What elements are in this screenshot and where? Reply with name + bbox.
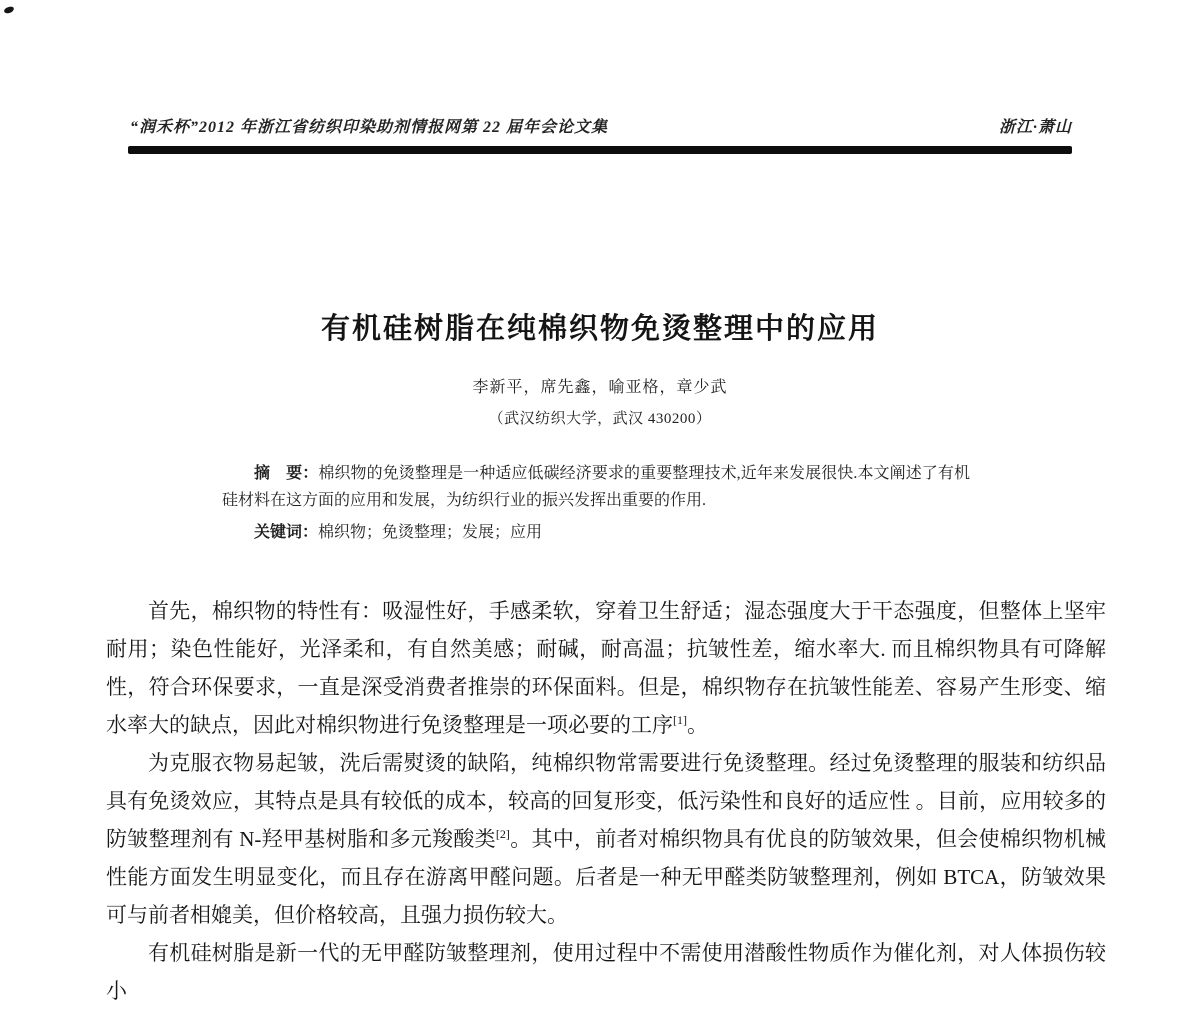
citation-ref-1: [1] [673, 713, 687, 727]
citation-ref-2: [2] [495, 827, 510, 841]
keywords-line [222, 519, 970, 546]
paragraph-2-text: 为克服衣物易起皱，洗后需熨烫的缺陷，纯棉织物常需要进行免烫整理。经过免烫整理的服装和纺织品具有免烫效应，其特点是具有较低的成本，较高的回复形变，低污染性和良好的适应性 。目前，应用较多的防皱整理剂有 N-羟甲基树脂和多元羧酸类 [106, 751, 1106, 851]
paragraph-1-tail: 。 [687, 713, 708, 737]
abstract-paragraph [222, 460, 970, 514]
abstract-label: 摘 要： [254, 465, 319, 482]
header-divider [128, 146, 1072, 154]
header-location: 浙江·萧山 [998, 119, 1072, 136]
paper-authors: 李新平，席先鑫，喻亚格，章少武 [472, 379, 728, 396]
paragraph-3-clipped: 有机硅树脂是新一代的无甲醛防皱整理剂，使用过程中不需使用潜酸性物质作为催化剂，对人体损伤较小 [106, 941, 1106, 1003]
paper-affiliation: （武汉纺织大学，武汉 430200） [488, 411, 712, 427]
paragraph-1 [106, 592, 1106, 744]
abstract-block [222, 460, 970, 546]
abstract-text: 棉织物的免烫整理是一种适应低碳经济要求的重要整理技术,近年来发展很快.本文阐述了有机硅材料在这方面的应用和发展，为纺织行业的振兴发挥出重要的作用. [222, 465, 970, 509]
paragraph-1-text: 首先，棉织物的特性有：吸湿性好，手感柔软，穿着卫生舒适；湿态强度大于干态强度，但整体上坚牢耐用；染色性能好，光泽柔和，有自然美感；耐碱，耐高温；抗皱性差，缩水率大. 而且棉织物具有可降解性，符合环保要求，一直是深受消费者推崇的环保面料。但是，棉织物存在抗皱性能差、容易产生形变、缩水率大的缺点，因此对棉织物进行免烫整理是一项必要的工序 [106, 599, 1106, 737]
header-proceedings-title: “润禾杯”2012 年浙江省纺织印染助剂情报网第 22 届年会论文集 [130, 119, 609, 136]
paragraph-2-tail: 。其中，前者对棉织物具有优良的防皱效果，但会使棉织物机械性能方面发生明显变化，而且存在游离甲醛问题。后者是一种无甲醛类防皱整理剂，例如 BTCA，防皱效果可与前者相媲美，但价格较高，且强力损伤较大。 [106, 827, 1106, 927]
keywords-text: 棉织物；免烫整理；发展；应用 [318, 524, 543, 541]
scan-artifact [3, 6, 14, 14]
body-text [106, 592, 1106, 1010]
keywords-label: 关键词： [254, 524, 319, 541]
paragraph-2 [106, 744, 1106, 934]
paper-title: 有机硅树脂在纯棉织物免烫整理中的应用 [320, 313, 879, 345]
page-header [130, 114, 1072, 137]
